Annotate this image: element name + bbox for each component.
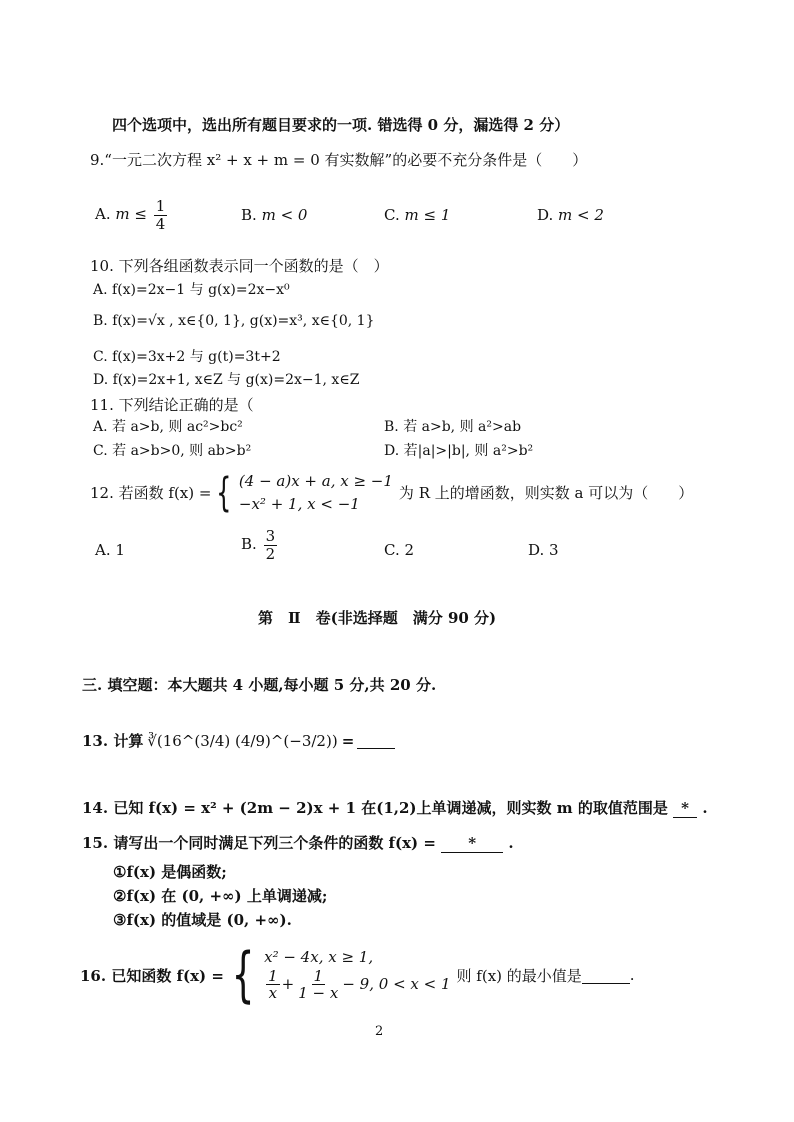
q16-pre: 16. 已知函数 f(x) = [80,966,224,985]
q16-case-2-tail: − 9, 0 < x < 1 [342,975,451,993]
q14 [82,797,708,818]
q11-option-d: D. 若|a|>|b|, 则 a²>b² [384,443,534,459]
q11-option-b: B. 若 a>b, 则 a²>ab [384,419,522,435]
q12-stem-post: 为 R 上的增函数，则实数 a 可以为（ ） [398,484,694,502]
q16-frac-2-num: 1 [313,966,324,985]
q12-stem [90,470,693,515]
q16-frac-1-num: 1 [268,966,278,985]
q12-option-c-label: C. [384,541,400,559]
q12-option-b-num: 3 [265,527,276,545]
q14-text: 14. 已知 f(x) = x² + (2m − 2)x + 1 在(1,2)上单调递减，则实数 m 的取值范围是 [82,799,668,817]
q9-option-b-text: m < 0 [261,206,308,224]
part2-title: 第 Ⅱ 卷(非选择题 满分 90 分) [258,609,497,627]
q9-option-d-label: D. [537,206,554,224]
q16-frac-1 [266,968,280,1002]
q9-option-d-text: m < 2 [558,206,604,224]
q14-answer-blank: * [673,799,697,818]
q9-option-c-text: m ≤ 1 [404,206,451,224]
q9-option-d [537,206,604,224]
q11-option-a: A. 若 a>b, 则 ac²>bc² [93,419,243,435]
instruction-tail: 四个选项中，选出所有题目要求的一项. 错选得 0 分，漏选得 2 分） [112,116,570,134]
q12-option-d [528,541,559,559]
q15-condition-1: ①f(x) 是偶函数; [113,863,227,881]
q9-option-a-den: 4 [155,214,166,233]
q12-brace: { [216,469,232,516]
q9-option-a [95,198,169,232]
q13-answer-blank [357,732,395,749]
q15-condition-3: ③f(x) 的值域是 (0, +∞). [113,911,292,929]
q13-expression: ∛(16^(3/4) (4/9)^(−3/2)) [147,731,338,750]
q9-option-c [384,206,450,224]
q13 [82,730,395,751]
q12-option-b-den: 2 [265,544,276,563]
q16-frac-2 [296,968,340,1002]
q9-option-a-text: m ≤ [115,205,152,223]
q16-frac-1-den: x [268,984,278,1003]
q10-option-d: D. f(x)=2x+1, x∈Z 与 g(x)=2x−1, x∈Z [93,372,360,388]
q12-option-b [241,528,279,562]
q16-answer-blank [582,967,630,984]
q12-option-b-label: B. [241,535,257,553]
q13-equals: = [341,731,355,750]
q16-frac-2-den: 1 − x [298,984,339,1003]
q12-case-2: −x² + 1, x < −1 [238,494,360,513]
q12-option-b-fraction [264,528,278,562]
q15-text: 15. 请写出一个同时满足下列三个条件的函数 f(x) = [82,834,436,852]
q9-option-a-num: 1 [155,197,166,215]
q14-end: . [702,799,708,817]
q12-option-a-label: A. [95,541,111,559]
q15-answer-blank: * [441,834,503,853]
q9-option-b-label: B. [241,206,257,224]
q16-plus: + [281,975,295,993]
q11-option-c: C. 若 a>b>0, 则 ab>b² [93,443,252,459]
q12-cases [239,470,393,515]
q16-brace: { [231,940,255,1010]
q9-stem: 9.“一元二次方程 x² + x + m = 0 有实数解”的必要不充分条件是（ ） [90,151,588,169]
q12-option-c [384,541,414,559]
q15-condition-2: ②f(x) 在 (0, +∞) 上单调递减; [113,887,328,905]
section3-heading: 三. 填空题：本大题共 4 小题,每小题 5 分,共 20 分. [82,676,437,694]
q12-option-a-text: 1 [115,541,125,559]
q15 [82,832,514,853]
q10-option-c: C. f(x)=3x+2 与 g(t)=3t+2 [93,349,281,365]
q12-stem-pre: 12. 若函数 f(x) = [90,484,212,502]
q12-piecewise [211,470,392,515]
q15-end: . [508,834,514,852]
q16-end: . [629,966,635,984]
q11-stem: 11. 下列结论正确的是（ [90,396,254,414]
page-number: 2 [375,1024,384,1039]
q9-option-a-label: A. [95,205,111,223]
q12-case-1: (4 − a)x + a, x ≥ −1 [238,472,393,490]
q16-cases [264,948,450,1002]
q9-option-b [241,206,307,224]
q10-option-b: B. f(x)=√x , x∈{0, 1}, g(x)=x³, x∈{0, 1} [93,313,375,329]
q10-option-a: A. f(x)=2x−1 与 g(x)=2x−x⁰ [93,282,290,298]
q16-case-2 [264,968,450,1002]
q12-option-a [95,541,125,559]
q16-post: 则 f(x) 的最小值是 [456,966,582,985]
q12-option-c-text: 2 [404,541,415,559]
q16-case-1: x² − 4x, x ≥ 1, [264,948,374,967]
q13-pre: 13. 计算 [82,732,144,750]
q9-option-a-fraction [154,198,168,232]
q12-option-d-text: 3 [549,541,559,559]
q10-stem: 10. 下列各组函数表示同一个函数的是（ ） [90,257,389,275]
q12-option-d-label: D. [528,541,545,559]
q16-piecewise [224,940,451,1010]
q9-option-c-label: C. [384,206,400,224]
q16 [80,940,635,1010]
